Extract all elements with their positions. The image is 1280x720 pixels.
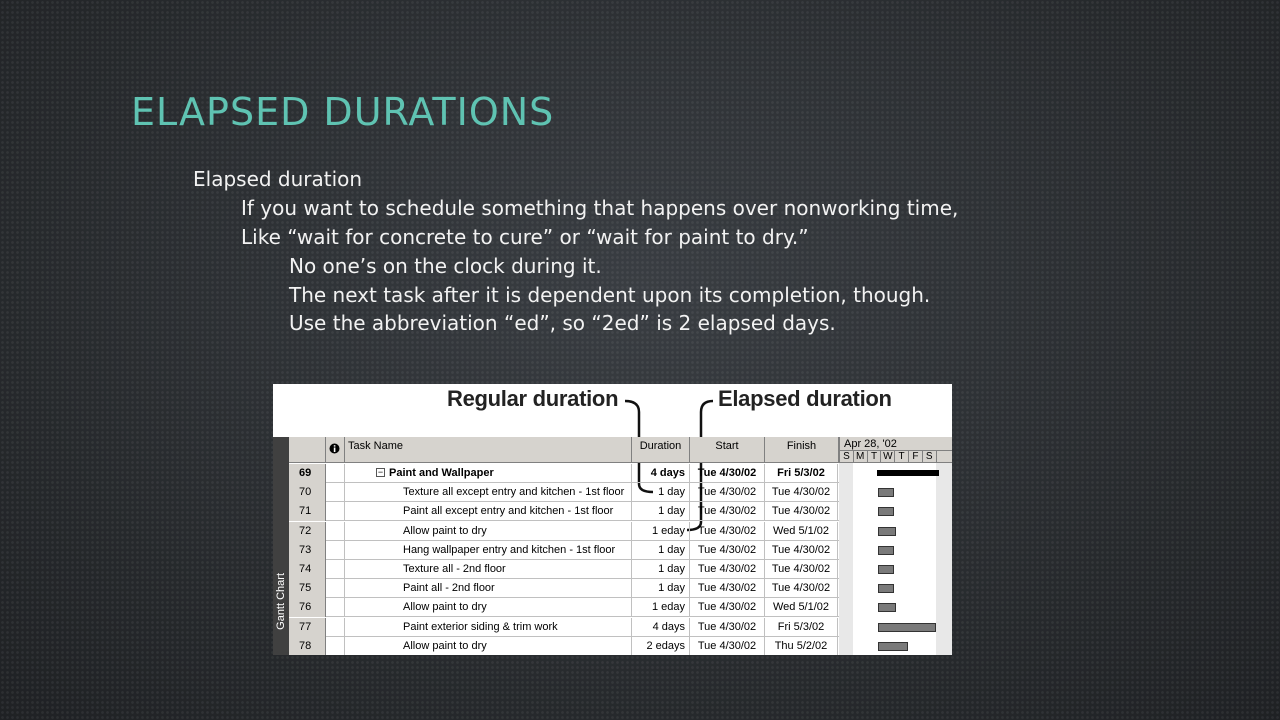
task-row[interactable]: [289, 483, 839, 502]
task-name: Allow paint to dry: [403, 639, 487, 652]
weekend-shading: [839, 463, 853, 655]
task-name-cell[interactable]: [345, 637, 632, 655]
duration-cell[interactable]: 1 day: [632, 541, 690, 560]
day-label: W: [881, 451, 895, 463]
info-icon: [329, 443, 340, 454]
duration-cell[interactable]: 2 edays: [632, 637, 690, 655]
task-name-cell[interactable]: [345, 483, 632, 502]
task-name: Paint all - 2nd floor: [403, 582, 495, 595]
row-id[interactable]: 71: [289, 502, 326, 521]
finish-cell[interactable]: Fri 5/3/02: [765, 464, 838, 483]
duration-cell[interactable]: 4 days: [632, 464, 690, 483]
bullet-level-2: If you want to schedule something that happens over nonworking time,: [241, 196, 959, 220]
row-indicator: [326, 579, 345, 598]
row-indicator: [326, 483, 345, 502]
row-id[interactable]: 70: [289, 483, 326, 502]
task-bar[interactable]: [878, 584, 894, 593]
row-id[interactable]: 75: [289, 579, 326, 598]
duration-cell[interactable]: 1 day: [632, 579, 690, 598]
task-name-header[interactable]: Task Name: [345, 437, 632, 463]
start-cell[interactable]: Tue 4/30/02: [690, 618, 765, 637]
row-indicator: [326, 464, 345, 483]
task-name-cell[interactable]: [345, 598, 632, 617]
start-cell[interactable]: Tue 4/30/02: [690, 502, 765, 521]
task-name: Hang wallpaper entry and kitchen - 1st floor: [403, 543, 616, 556]
task-bar[interactable]: [878, 527, 895, 536]
view-bar[interactable]: [273, 437, 289, 655]
project-screenshot: [273, 384, 952, 655]
task-bar[interactable]: [878, 546, 894, 555]
bullet-level-2: Like “wait for concrete to cure” or “wait for paint to dry.”: [241, 225, 809, 249]
row-id[interactable]: 78: [289, 637, 326, 655]
start-cell[interactable]: Tue 4/30/02: [690, 541, 765, 560]
task-name: Allow paint to dry: [403, 524, 487, 537]
collapse-toggle[interactable]: −: [377, 467, 384, 477]
row-id[interactable]: 77: [289, 618, 326, 637]
task-row[interactable]: [289, 560, 839, 579]
slide-title: ELAPSED DURATIONS: [131, 90, 555, 134]
finish-cell[interactable]: Tue 4/30/02: [765, 483, 838, 502]
task-row[interactable]: [289, 541, 839, 560]
task-bar[interactable]: [878, 488, 894, 497]
task-name: Texture all - 2nd floor: [403, 563, 506, 575]
finish-cell[interactable]: Tue 4/30/02: [765, 541, 838, 560]
elapsed-duration-callout: Elapsed duration: [718, 386, 892, 411]
start-cell[interactable]: Tue 4/30/02: [690, 637, 765, 655]
row-indicator: [326, 541, 345, 560]
finish-cell[interactable]: Wed 5/1/02: [765, 522, 838, 541]
task-name: Paint exterior siding & trim work: [403, 620, 558, 633]
start-cell[interactable]: Tue 4/30/02: [690, 464, 765, 483]
row-id[interactable]: 74: [289, 560, 326, 579]
start-cell[interactable]: Tue 4/30/02: [690, 522, 765, 541]
task-row[interactable]: [289, 637, 839, 655]
id-header[interactable]: [289, 437, 326, 463]
summary-task-row[interactable]: [289, 464, 839, 483]
row-id[interactable]: 72: [289, 522, 326, 541]
task-name-cell[interactable]: [345, 464, 632, 483]
gantt-chart: [839, 437, 952, 655]
task-bar[interactable]: [878, 565, 894, 574]
duration-cell[interactable]: 1 eday: [632, 598, 690, 617]
gantt-day-labels: [840, 450, 952, 463]
indicator-header[interactable]: [326, 437, 345, 463]
finish-cell[interactable]: Tue 4/30/02: [765, 502, 838, 521]
duration-cell[interactable]: 1 day: [632, 502, 690, 521]
finish-cell[interactable]: Fri 5/3/02: [765, 618, 838, 637]
task-name: Allow paint to dry: [403, 601, 487, 614]
task-row[interactable]: [289, 522, 839, 541]
start-cell[interactable]: Tue 4/30/02: [690, 579, 765, 598]
task-bar[interactable]: [878, 642, 908, 651]
duration-header[interactable]: Duration: [632, 437, 690, 463]
duration-cell[interactable]: 1 eday: [632, 522, 690, 541]
row-indicator: [326, 618, 345, 637]
start-cell[interactable]: Tue 4/30/02: [690, 560, 765, 579]
day-label: M: [854, 451, 868, 463]
task-row[interactable]: [289, 618, 839, 637]
finish-cell[interactable]: Tue 4/30/02: [765, 579, 838, 598]
task-bar[interactable]: [878, 507, 894, 516]
day-label: T: [895, 451, 909, 463]
row-indicator: [326, 502, 345, 521]
task-name-cell[interactable]: [345, 560, 632, 579]
bullet-level-1: Elapsed duration: [193, 167, 363, 191]
summary-bar[interactable]: [877, 470, 938, 476]
gantt-week-label: Apr 28, '02: [844, 438, 897, 450]
regular-duration-callout: Regular duration: [447, 386, 619, 411]
start-header[interactable]: Start: [690, 437, 765, 463]
task-name: Texture all except entry and kitchen - 1st floor: [403, 486, 625, 499]
finish-cell[interactable]: Wed 5/1/02: [765, 598, 838, 617]
duration-cell[interactable]: 4 days: [632, 618, 690, 637]
weekend-shading: [936, 463, 952, 655]
row-indicator: [326, 522, 345, 541]
row-id[interactable]: 73: [289, 541, 326, 560]
day-label: T: [868, 451, 882, 463]
day-label: S: [840, 451, 854, 463]
gantt-timescale: [839, 437, 952, 463]
task-name-cell[interactable]: [345, 522, 632, 541]
task-name-cell[interactable]: [345, 502, 632, 521]
finish-header[interactable]: Finish: [765, 437, 839, 463]
day-label: S: [923, 451, 937, 463]
bullet-level-3: No one’s on the clock during it.: [289, 254, 602, 278]
duration-cell[interactable]: 1 day: [632, 483, 690, 502]
view-bar-label: Gantt Chart: [275, 573, 287, 630]
task-bar[interactable]: [878, 603, 895, 612]
task-name-cell[interactable]: [345, 579, 632, 598]
finish-cell[interactable]: Thu 5/2/02: [765, 637, 838, 655]
bullet-level-3: Use the abbreviation “ed”, so “2ed” is 2 elapsed days.: [289, 311, 836, 335]
start-cell[interactable]: Tue 4/30/02: [690, 598, 765, 617]
start-cell[interactable]: Tue 4/30/02: [690, 483, 765, 502]
row-indicator: [326, 637, 345, 655]
day-label: F: [909, 451, 923, 463]
task-bar[interactable]: [878, 623, 935, 632]
task-row[interactable]: [289, 579, 839, 598]
finish-cell[interactable]: Tue 4/30/02: [765, 560, 838, 579]
bullet-level-3: The next task after it is dependent upon its completion, though.: [289, 283, 931, 307]
task-name: Paint and Wallpaper: [389, 467, 494, 479]
task-name-cell[interactable]: [345, 618, 632, 637]
row-indicator: [326, 560, 345, 579]
task-row[interactable]: [289, 598, 839, 617]
row-id[interactable]: 76: [289, 598, 326, 617]
row-indicator: [326, 598, 345, 617]
row-id[interactable]: 69: [289, 464, 326, 483]
task-row[interactable]: [289, 502, 839, 521]
task-name: Paint all except entry and kitchen - 1st floor: [403, 505, 614, 518]
task-name-cell[interactable]: [345, 541, 632, 560]
duration-cell[interactable]: 1 day: [632, 560, 690, 579]
